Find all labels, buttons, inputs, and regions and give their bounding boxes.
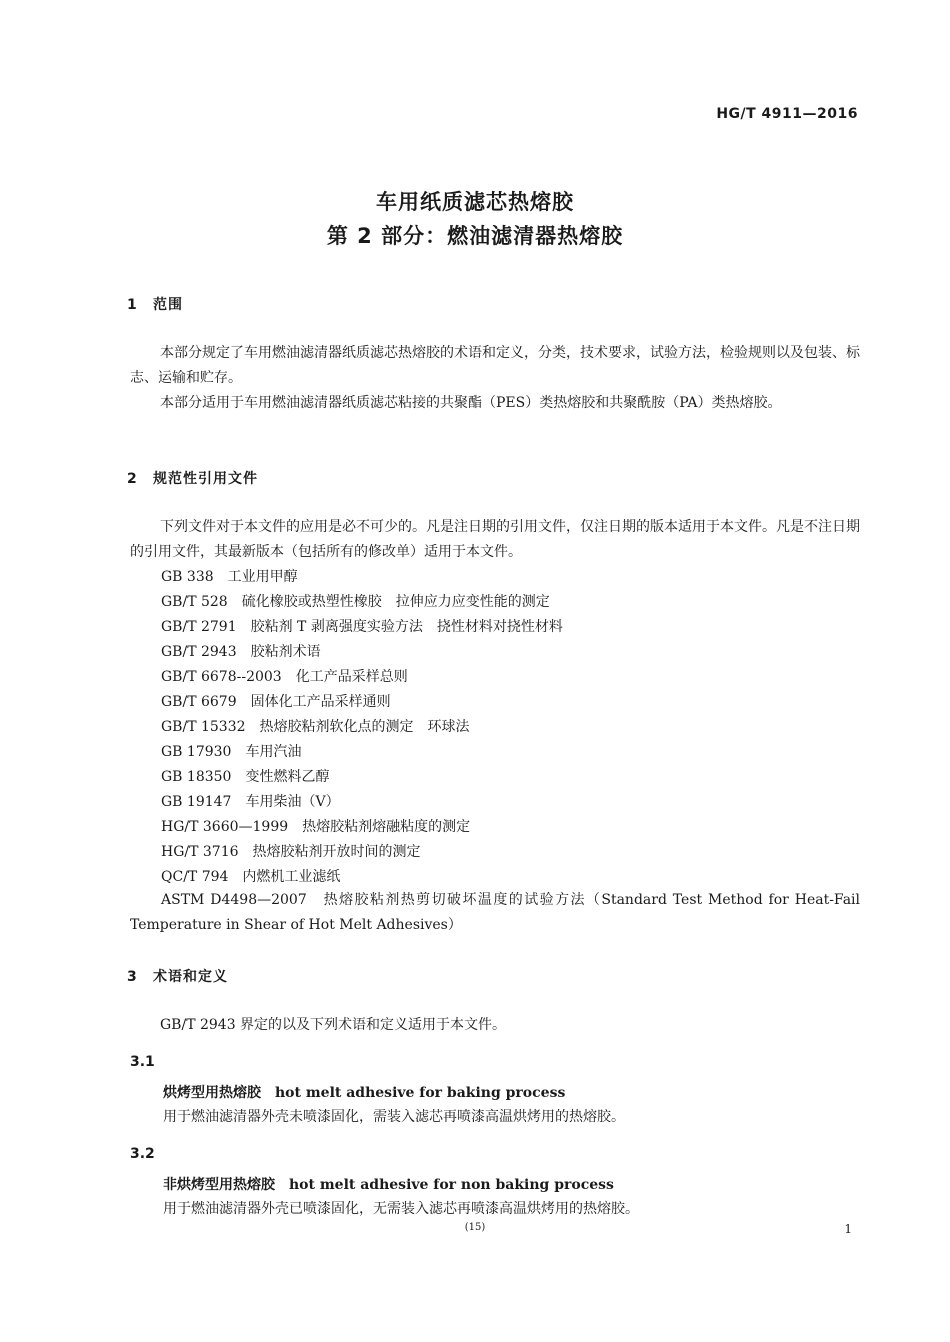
section-number: 2: [127, 471, 138, 487]
reference-title: 车用汽油: [245, 744, 302, 760]
reference-item: [161, 815, 861, 840]
section-1-heading: [127, 294, 183, 314]
reference-title: 胶粘剂术语: [250, 644, 321, 660]
reference-title: 内燃机工业滤纸: [242, 869, 341, 885]
reference-title: 硫化橡胶或热塑性橡胶 拉伸应力应变性能的测定: [241, 594, 550, 610]
section-title: 范围: [153, 297, 183, 313]
clause-number: 3.2: [130, 1146, 155, 1162]
reference-code: GB/T 2791: [161, 619, 237, 635]
reference-code: GB 18350: [161, 769, 232, 785]
reference-title: 热熔胶粘剂熔融粘度的测定: [302, 819, 471, 835]
page-number: 1: [844, 1222, 852, 1236]
scope-paragraph-2: 本部分适用于车用燃油滤清器纸质滤芯粘接的共聚酯（PES）类热熔胶和共聚酰胺（PA）类热熔胶。: [160, 395, 782, 411]
reference-code: HG/T 3660—1999: [161, 819, 289, 835]
reference-code: GB/T 6679: [161, 694, 237, 710]
reference-title: 变性燃料乙醇: [245, 769, 330, 785]
reference-code: GB/T 6678--2003: [161, 669, 282, 685]
reference-code: QC/T 794: [161, 869, 229, 885]
standard-code: HG/T 4911—2016: [716, 106, 858, 122]
term-english: hot melt adhesive for non baking process: [289, 1177, 614, 1193]
section-3-heading: [127, 966, 228, 986]
reference-code: GB/T 15332: [161, 719, 246, 735]
reference-item: [161, 565, 861, 590]
section-number: 1: [127, 297, 138, 313]
terms-intro: GB/T 2943 界定的以及下列术语和定义适用于本文件。: [160, 1017, 507, 1033]
reference-item: [161, 590, 861, 615]
term-definition: 用于燃油滤清器外壳未喷漆固化，需装入滤芯再喷漆高温烘烤用的热熔胶。: [163, 1109, 625, 1125]
reference-title: 热熔胶粘剂软化点的测定 环球法: [259, 719, 470, 735]
reference-code: GB/T 2943: [161, 644, 237, 660]
term-chinese: 非烘烤型用热熔胶: [163, 1177, 275, 1193]
reference-code: GB/T 528: [161, 594, 228, 610]
reference-item: [161, 640, 861, 665]
reference-item-astm: ASTM D4498—2007 热熔胶粘剂热剪切破坏温度的试验方法（Standard Test Method for Heat-Fail Temperature in Shear of Hot Melt Adhesives）: [130, 892, 860, 933]
reference-item: [161, 665, 861, 690]
term-entry: [163, 1082, 565, 1102]
references-intro: 下列文件对于本文件的应用是必不可少的。凡是注日期的引用文件，仅注日期的版本适用于本文件。凡是不注日期的引用文件，其最新版本（包括所有的修改单）适用于本文件。: [130, 519, 860, 560]
document-title: 车用纸质滤芯热熔胶: [376, 190, 574, 214]
reference-list: [161, 565, 861, 890]
scope-paragraph-1: 本部分规定了车用燃油滤清器纸质滤芯热熔胶的术语和定义，分类，技术要求，试验方法，检验规则以及包装、标志、运输和贮存。: [130, 345, 860, 386]
reference-item: [161, 765, 861, 790]
document-subtitle: 第 2 部分：燃油滤清器热熔胶: [326, 224, 624, 248]
reference-item: [161, 840, 861, 865]
reference-title: 热熔胶粘剂开放时间的测定: [252, 844, 421, 860]
reference-code: GB 17930: [161, 744, 232, 760]
reference-code: GB 19147: [161, 794, 232, 810]
reference-item: [161, 865, 861, 890]
term-english: hot melt adhesive for baking process: [275, 1085, 566, 1101]
reference-item: [161, 715, 861, 740]
term-definition: 用于燃油滤清器外壳已喷漆固化，无需装入滤芯再喷漆高温烘烤用的热熔胶。: [163, 1201, 639, 1217]
footer-page-label: (15): [464, 1222, 486, 1233]
reference-title: 化工产品采样总则: [295, 669, 408, 685]
reference-title: 工业用甲醇: [227, 569, 298, 585]
reference-code: HG/T 3716: [161, 844, 239, 860]
section-title: 规范性引用文件: [153, 471, 258, 487]
reference-title: 车用柴油（Ⅴ）: [245, 794, 340, 810]
reference-item: [161, 615, 861, 640]
reference-title: 固体化工产品采样通则: [250, 694, 391, 710]
clause-number: 3.1: [130, 1054, 155, 1070]
section-number: 3: [127, 969, 138, 985]
section-2-heading: [127, 468, 258, 488]
reference-item: [161, 690, 861, 715]
term-entry: [163, 1174, 614, 1194]
reference-code: GB 338: [161, 569, 214, 585]
section-title: 术语和定义: [153, 969, 228, 985]
reference-title: 胶粘剂 T 剥离强度实验方法 挠性材料对挠性材料: [250, 619, 563, 635]
reference-item: [161, 790, 861, 815]
term-chinese: 烘烤型用热熔胶: [163, 1085, 261, 1101]
reference-item: [161, 740, 861, 765]
